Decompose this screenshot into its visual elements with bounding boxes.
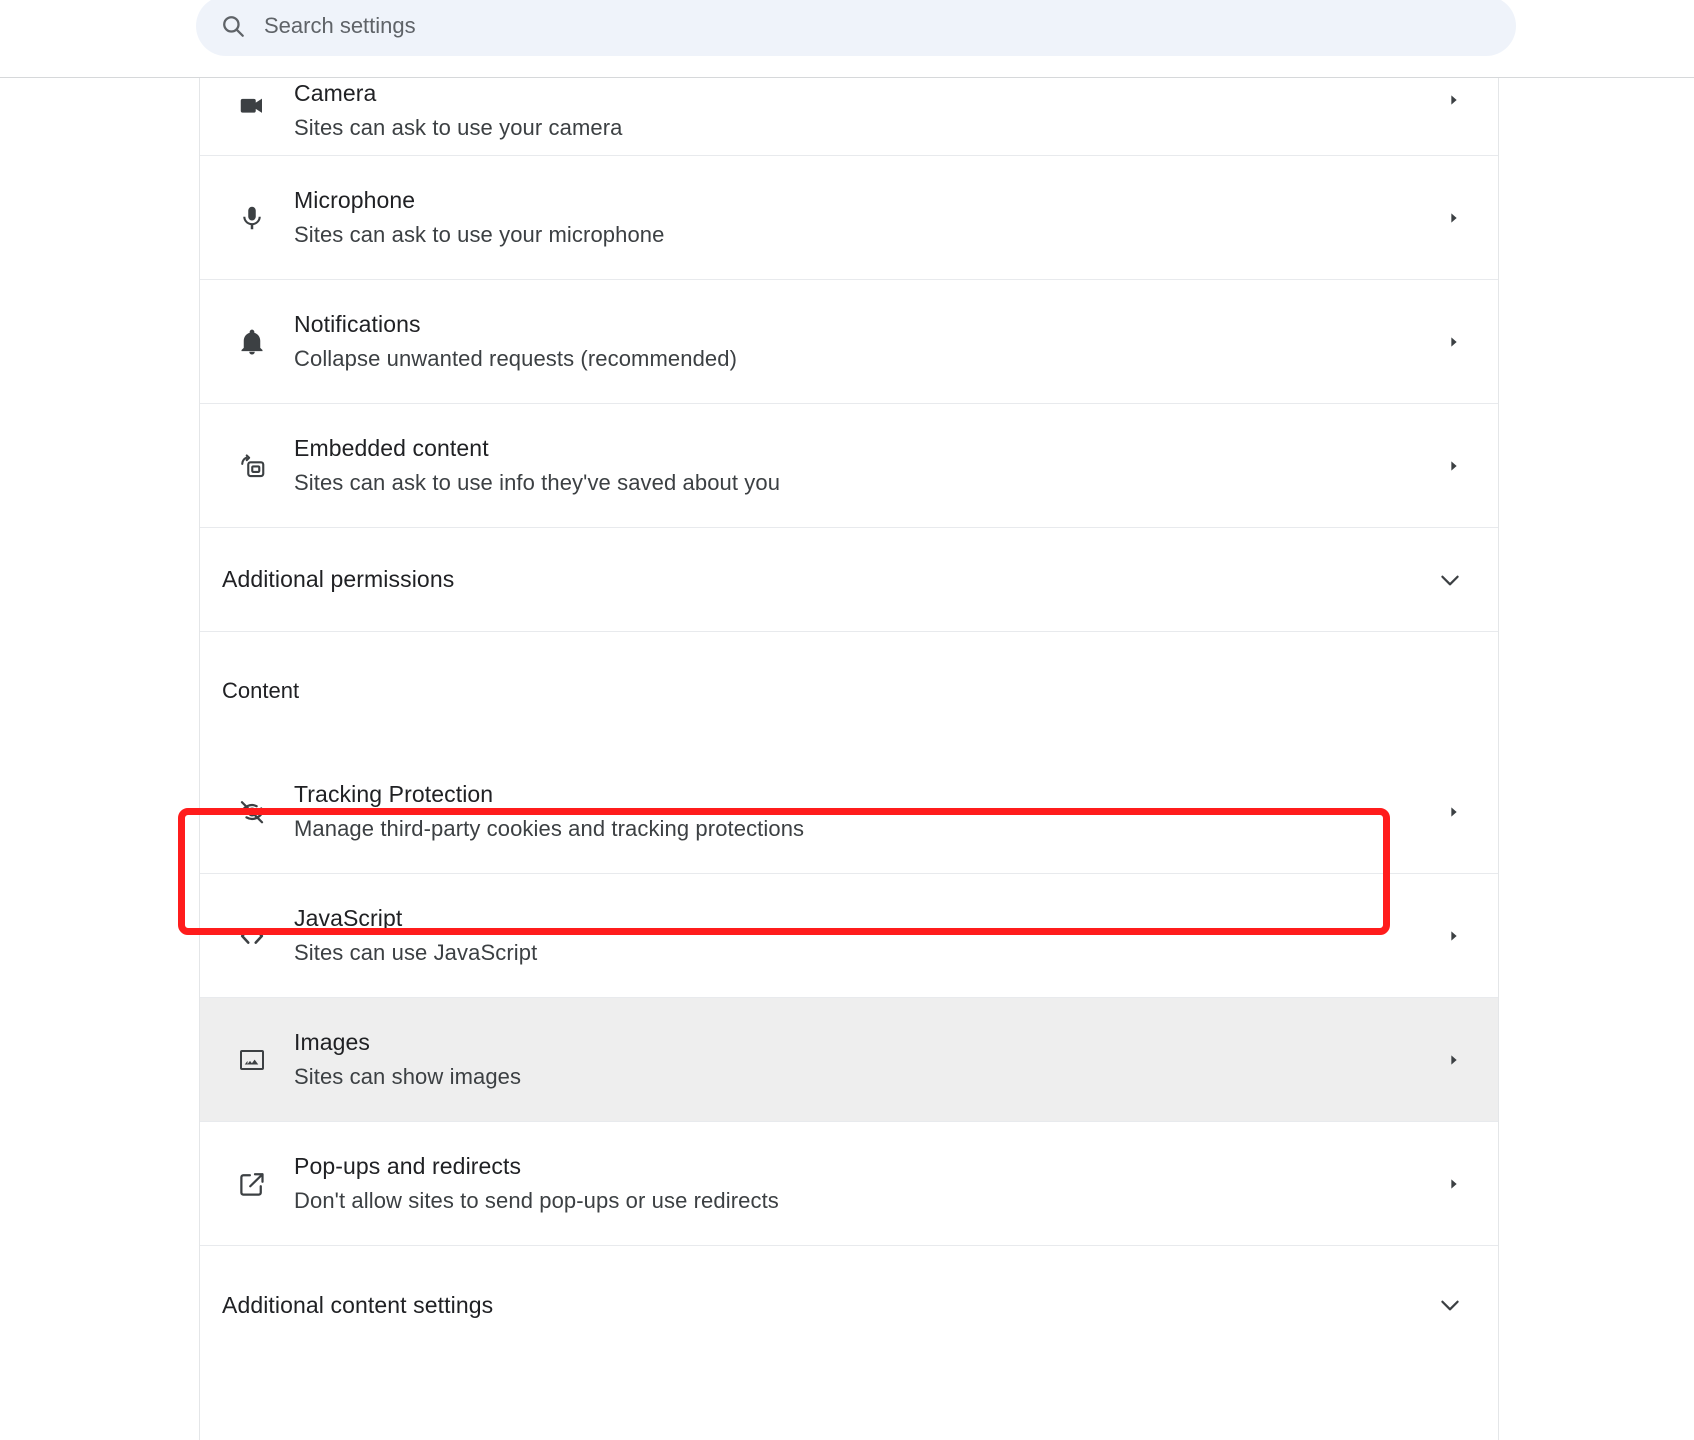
setting-title: Tracking Protection [294, 780, 494, 807]
setting-text-javascript [282, 903, 1434, 969]
bell-icon [222, 327, 282, 357]
embedded-content-icon [222, 451, 282, 481]
setting-row-camera[interactable] [200, 78, 1498, 156]
chevron-right-icon[interactable] [1434, 334, 1474, 350]
setting-text-tracking-protection [282, 779, 1434, 845]
microphone-icon [222, 203, 282, 233]
code-brackets-icon [222, 920, 282, 952]
chevron-right-icon[interactable] [1434, 210, 1474, 226]
setting-subtitle: Manage third-party cookies and tracking protections [294, 815, 805, 841]
setting-row-microphone[interactable] [200, 156, 1498, 280]
setting-subtitle: Sites can use JavaScript [294, 939, 538, 965]
eye-off-icon [222, 797, 282, 827]
setting-row-images[interactable] [200, 998, 1498, 1122]
search-icon [220, 13, 246, 39]
image-icon [222, 1045, 282, 1075]
setting-row-javascript[interactable] [200, 874, 1498, 998]
group-heading-content [200, 632, 1498, 750]
setting-subtitle: Collapse unwanted requests (recommended) [294, 345, 738, 371]
chevron-right-icon[interactable] [1434, 1052, 1474, 1068]
external-link-icon [222, 1169, 282, 1199]
setting-title: Notifications [294, 310, 421, 337]
setting-title: Embedded content [294, 434, 489, 461]
search-bar-container [0, 0, 1694, 78]
setting-title: Pop-ups and redirects [294, 1152, 522, 1179]
setting-subtitle: Sites can ask to use your camera [294, 115, 623, 141]
settings-content-column [199, 78, 1499, 1440]
section-label: Additional content settings [222, 1291, 494, 1318]
setting-text-microphone [282, 185, 1434, 251]
setting-subtitle: Sites can ask to use your microphone [294, 221, 665, 247]
setting-text-camera [282, 78, 1434, 144]
setting-title: Microphone [294, 186, 416, 213]
setting-title: JavaScript [294, 904, 403, 931]
section-label: Additional permissions [222, 566, 455, 592]
setting-row-notifications[interactable] [200, 280, 1498, 404]
chevron-right-icon[interactable] [1434, 928, 1474, 944]
chevron-right-icon[interactable] [1434, 92, 1474, 108]
search-settings-box[interactable] [196, 0, 1516, 56]
group-heading-label: Content [222, 678, 300, 703]
setting-row-embedded-content[interactable] [200, 404, 1498, 528]
search-input[interactable] [264, 13, 1366, 39]
setting-text-images [282, 1027, 1434, 1093]
chevron-down-icon[interactable] [1430, 567, 1470, 593]
chevron-down-icon[interactable] [1430, 1292, 1470, 1318]
setting-row-popups-redirects[interactable] [200, 1122, 1498, 1246]
setting-subtitle: Sites can ask to use info they've saved about you [294, 469, 781, 495]
section-additional-permissions[interactable] [200, 528, 1498, 632]
chevron-right-icon[interactable] [1434, 458, 1474, 474]
camera-icon [222, 92, 282, 122]
setting-row-tracking-protection[interactable] [200, 750, 1498, 874]
setting-subtitle: Don't allow sites to send pop-ups or use redirects [294, 1187, 779, 1213]
chevron-right-icon[interactable] [1434, 1176, 1474, 1192]
setting-title: Camera [294, 80, 377, 106]
setting-title: Images [294, 1028, 371, 1055]
setting-text-popups-redirects [282, 1151, 1434, 1217]
chevron-right-icon[interactable] [1434, 804, 1474, 820]
setting-text-notifications [282, 309, 1434, 375]
setting-text-embedded-content [282, 433, 1434, 499]
setting-subtitle: Sites can show images [294, 1063, 522, 1089]
section-additional-content-settings[interactable] [200, 1246, 1498, 1364]
